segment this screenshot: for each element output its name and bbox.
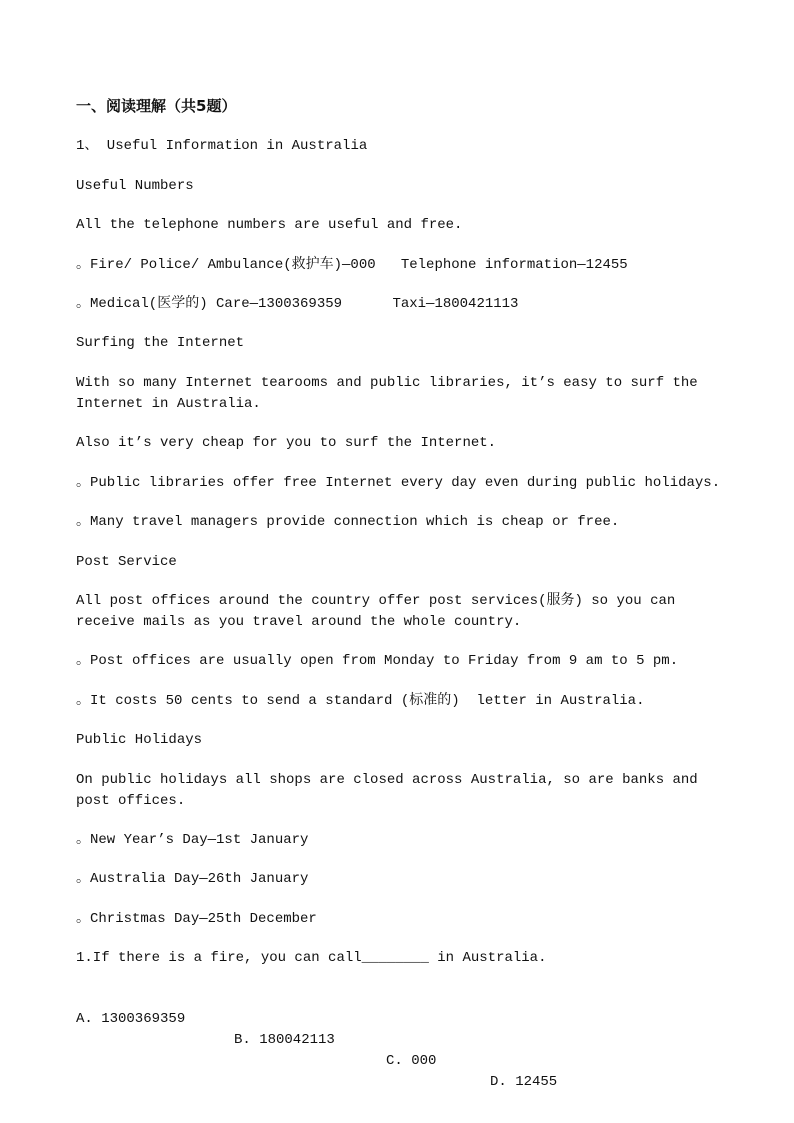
holidays-heading: Public Holidays [76,732,203,748]
post-bullet-1: 。Post offices are usually open from Monday to Friday from 9 am to 5 pm. [76,653,679,669]
internet-bullet-2: 。Many travel managers provide connection which is cheap or free. [76,514,620,530]
holiday-item-2: 。Australia Day—26th January [76,871,309,887]
internet-paragraph-1: With so many Internet tearooms and public libraries, it’s easy to surf the Internet in Australia. [76,375,698,412]
useful-numbers-heading: Useful Numbers [76,178,194,194]
section-title: 一、阅读理解（共5题） [76,97,237,115]
holiday-item-1: 。New Year’s Day—1st January [76,832,309,848]
holiday-item-3: 。Christmas Day—25th December [76,911,317,927]
option-a: A. 1300369359 [76,1011,186,1027]
internet-bullet-1: 。Public libraries offer free Internet every day even during public holidays. [76,475,721,491]
useful-numbers-line-2: 。Medical(医学的) Care—1300369359 Taxi—1800421113 [76,296,519,312]
useful-numbers-intro: All the telephone numbers are useful and free. [76,217,463,233]
passage-title: 1、 Useful Information in Australia [76,138,368,154]
post-heading: Post Service [76,554,177,570]
option-d: D. 12455 [490,1074,558,1090]
holidays-paragraph-1: On public holidays all shops are closed across Australia, so are banks and post offices. [76,772,698,809]
internet-paragraph-2: Also it’s very cheap for you to surf the Internet. [76,435,497,451]
useful-numbers-line-1: 。Fire/ Police/ Ambulance(救护车)—000 Telephone information—12455 [76,257,628,273]
post-bullet-2: 。It costs 50 cents to send a standard (标准的) letter in Australia. [76,693,645,709]
option-c: C. 000 [386,1053,437,1069]
question-1-options [76,988,726,1114]
option-b: B. 180042113 [234,1032,335,1048]
question-1-stem: 1.If there is a fire, you can call________ in Australia. [76,950,547,966]
post-paragraph-1: All post offices around the country offer post services(服务) so you can receive mails as you travel around the whole country. [76,593,676,630]
internet-heading: Surfing the Internet [76,335,245,351]
